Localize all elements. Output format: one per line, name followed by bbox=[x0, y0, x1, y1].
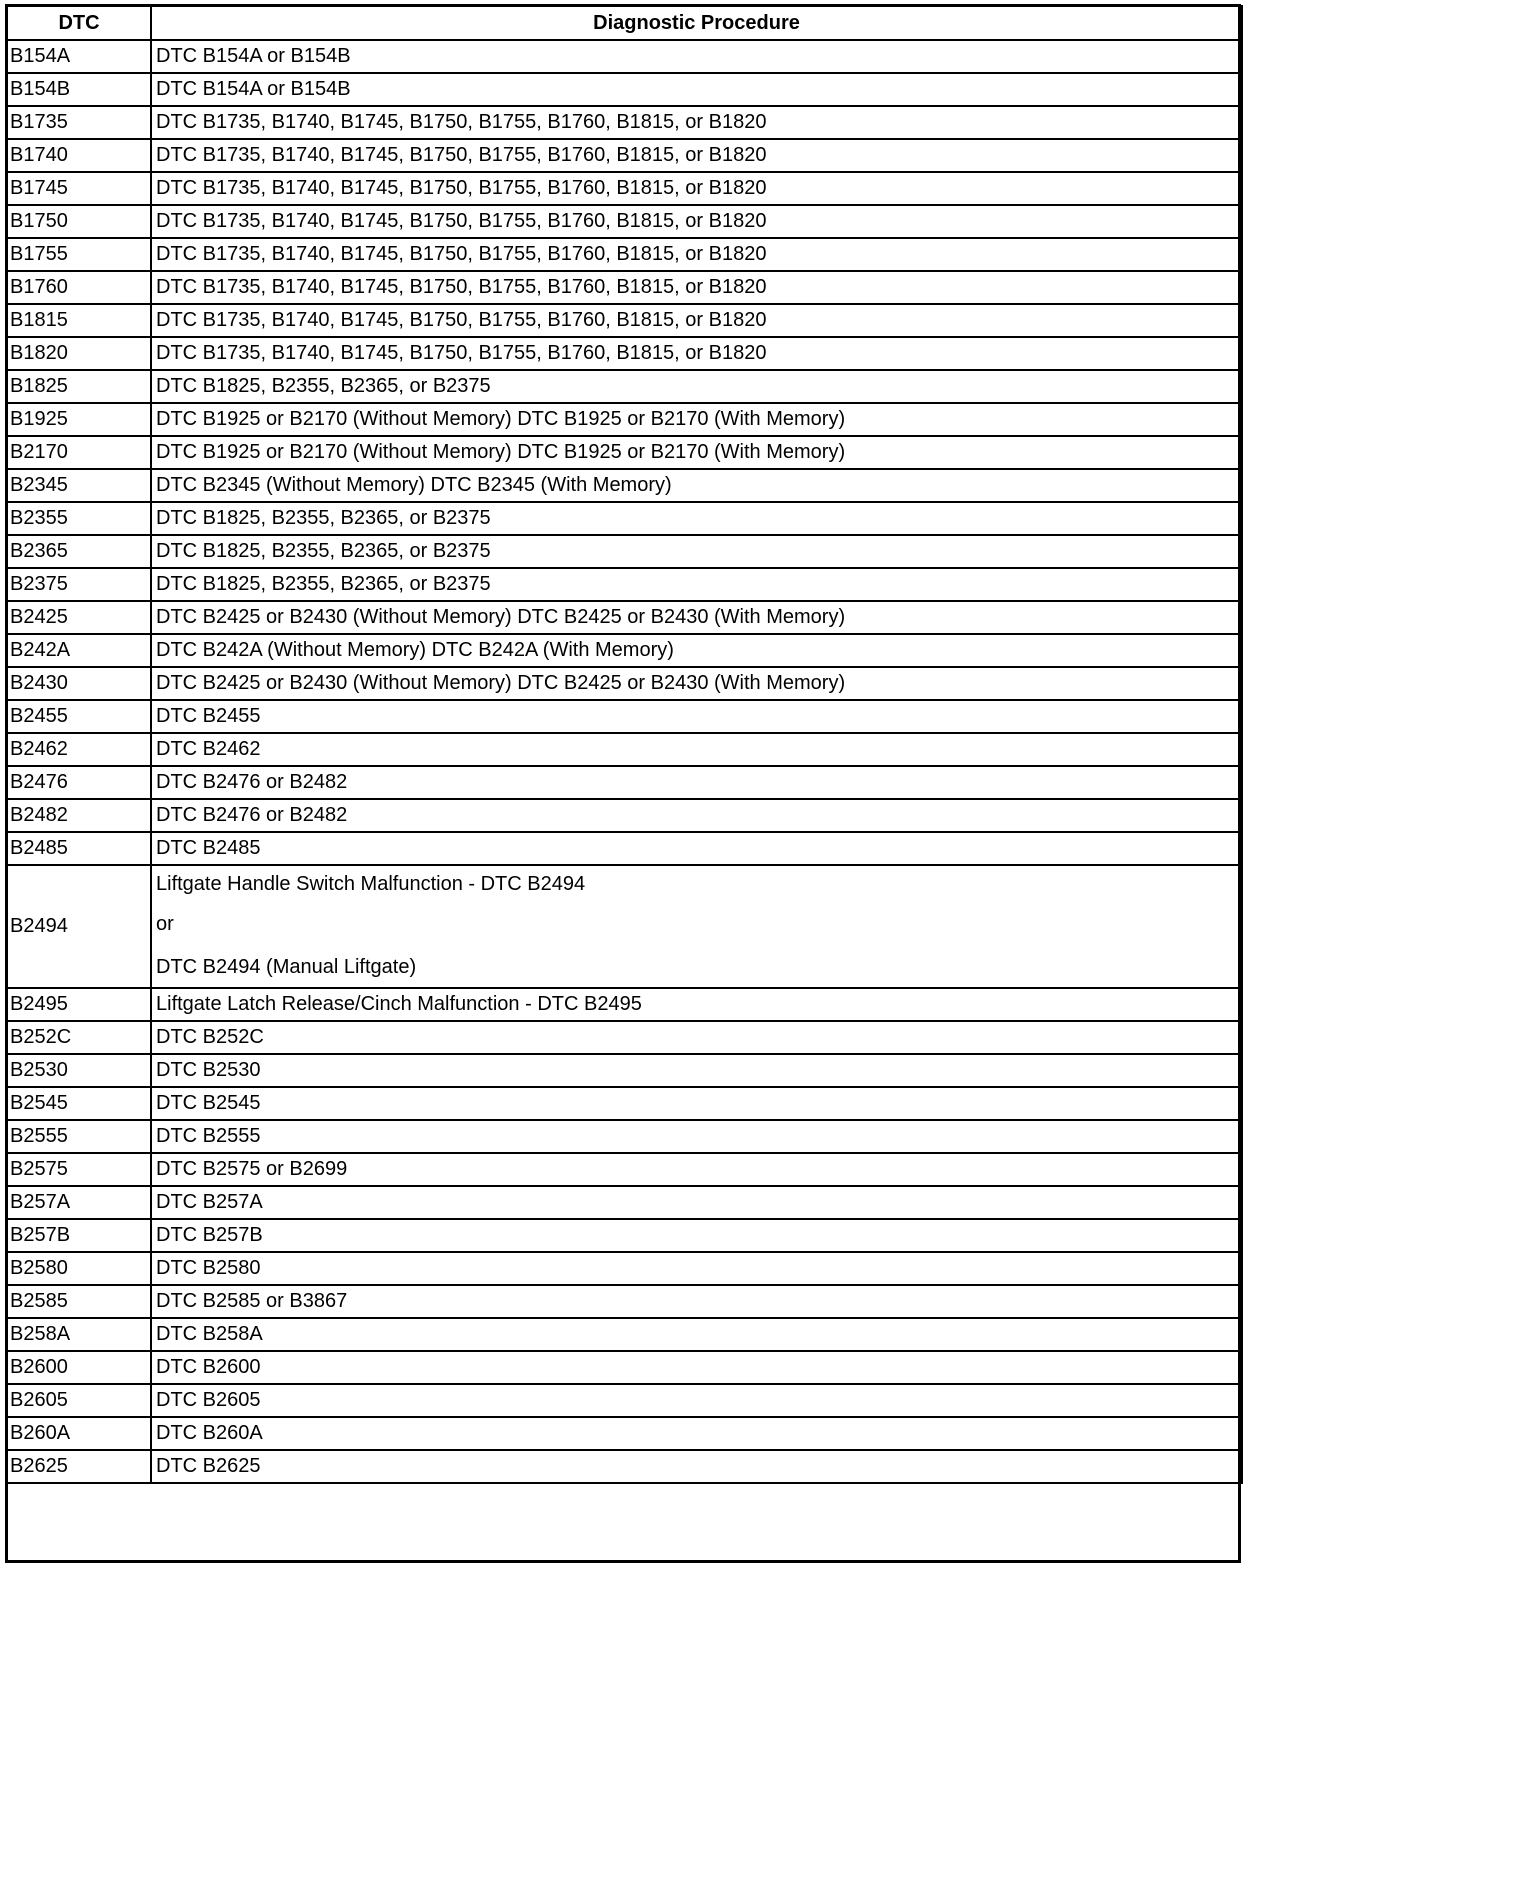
procedure-cell: DTC B1735, B1740, B1745, B1750, B1755, B1760, B1815, or B1820 bbox=[151, 172, 1242, 205]
procedure-cell: DTC B252C bbox=[151, 1021, 1242, 1054]
table-row bbox=[7, 1318, 1242, 1351]
dtc-code-cell: B2585 bbox=[7, 1285, 151, 1318]
dtc-code-cell: B2494 bbox=[7, 865, 151, 988]
table-row bbox=[7, 139, 1242, 172]
table-row bbox=[7, 700, 1242, 733]
dtc-code-cell: B2605 bbox=[7, 1384, 151, 1417]
table-row bbox=[7, 271, 1242, 304]
procedure-cell: DTC B2625 bbox=[151, 1450, 1242, 1483]
dtc-code-cell: B1925 bbox=[7, 403, 151, 436]
table-row bbox=[7, 205, 1242, 238]
dtc-code-cell: B154B bbox=[7, 73, 151, 106]
procedure-cell: DTC B1925 or B2170 (Without Memory) DTC B1925 or B2170 (With Memory) bbox=[151, 403, 1242, 436]
table-row bbox=[7, 1450, 1242, 1483]
procedure-cell: DTC B1825, B2355, B2365, or B2375 bbox=[151, 370, 1242, 403]
table-row bbox=[7, 172, 1242, 205]
table-row bbox=[7, 403, 1242, 436]
table-row bbox=[7, 1054, 1242, 1087]
dtc-code-cell: B2485 bbox=[7, 832, 151, 865]
table-row bbox=[7, 766, 1242, 799]
procedure-cell: DTC B2425 or B2430 (Without Memory) DTC B2425 or B2430 (With Memory) bbox=[151, 601, 1242, 634]
dtc-code-cell: B2545 bbox=[7, 1087, 151, 1120]
table-row bbox=[7, 535, 1242, 568]
procedure-line: DTC B2494 (Manual Liftgate) bbox=[156, 956, 417, 978]
dtc-code-cell: B1735 bbox=[7, 106, 151, 139]
table-row bbox=[7, 1219, 1242, 1252]
procedure-cell: DTC B154A or B154B bbox=[151, 40, 1242, 73]
dtc-code-cell: B2600 bbox=[7, 1351, 151, 1384]
procedure-cell: DTC B2485 bbox=[151, 832, 1242, 865]
procedure-cell: DTC B1925 or B2170 (Without Memory) DTC B1925 or B2170 (With Memory) bbox=[151, 436, 1242, 469]
table-row bbox=[7, 370, 1242, 403]
dtc-code-cell: B2455 bbox=[7, 700, 151, 733]
table-row bbox=[7, 1285, 1242, 1318]
table-row bbox=[7, 667, 1242, 700]
procedure-cell: Liftgate Latch Release/Cinch Malfunction - DTC B2495 bbox=[151, 988, 1242, 1021]
procedure-cell: DTC B1735, B1740, B1745, B1750, B1755, B1760, B1815, or B1820 bbox=[151, 304, 1242, 337]
dtc-code-cell: B2462 bbox=[7, 733, 151, 766]
procedure-cell: DTC B1825, B2355, B2365, or B2375 bbox=[151, 535, 1242, 568]
dtc-table bbox=[6, 5, 1243, 1484]
procedure-cell: DTC B258A bbox=[151, 1318, 1242, 1351]
table-row bbox=[7, 988, 1242, 1021]
table-row bbox=[7, 1120, 1242, 1153]
procedure-cell: DTC B257A bbox=[151, 1186, 1242, 1219]
table-row bbox=[7, 436, 1242, 469]
dtc-code-cell: B257B bbox=[7, 1219, 151, 1252]
procedure-cell: DTC B1735, B1740, B1745, B1750, B1755, B1760, B1815, or B1820 bbox=[151, 139, 1242, 172]
procedure-cell: DTC B2476 or B2482 bbox=[151, 766, 1242, 799]
procedure-cell: DTC B2600 bbox=[151, 1351, 1242, 1384]
procedure-cell: DTC B2462 bbox=[151, 733, 1242, 766]
procedure-cell: DTC B2425 or B2430 (Without Memory) DTC B2425 or B2430 (With Memory) bbox=[151, 667, 1242, 700]
procedure-cell: DTC B1735, B1740, B1745, B1750, B1755, B1760, B1815, or B1820 bbox=[151, 205, 1242, 238]
table-row bbox=[7, 1417, 1242, 1450]
procedure-cell: DTC B1825, B2355, B2365, or B2375 bbox=[151, 502, 1242, 535]
procedure-cell: DTC B2585 or B3867 bbox=[151, 1285, 1242, 1318]
dtc-code-cell: B1760 bbox=[7, 271, 151, 304]
procedure-cell: DTC B257B bbox=[151, 1219, 1242, 1252]
table-row bbox=[7, 469, 1242, 502]
dtc-code-cell: B1825 bbox=[7, 370, 151, 403]
dtc-code-cell: B154A bbox=[7, 40, 151, 73]
dtc-code-cell: B1740 bbox=[7, 139, 151, 172]
table-row bbox=[7, 601, 1242, 634]
procedure-cell: DTC B2555 bbox=[151, 1120, 1242, 1153]
dtc-code-cell: B242A bbox=[7, 634, 151, 667]
dtc-code-cell: B2482 bbox=[7, 799, 151, 832]
header-row bbox=[7, 6, 1242, 40]
dtc-code-cell: B1820 bbox=[7, 337, 151, 370]
dtc-code-cell: B2365 bbox=[7, 535, 151, 568]
table-row bbox=[7, 1186, 1242, 1219]
procedure-cell: DTC B1735, B1740, B1745, B1750, B1755, B1760, B1815, or B1820 bbox=[151, 106, 1242, 139]
dtc-code-cell: B2425 bbox=[7, 601, 151, 634]
dtc-code-cell: B2530 bbox=[7, 1054, 151, 1087]
dtc-code-cell: B2430 bbox=[7, 667, 151, 700]
procedure-line: or bbox=[156, 913, 174, 935]
dtc-code-cell: B2355 bbox=[7, 502, 151, 535]
dtc-code-cell: B258A bbox=[7, 1318, 151, 1351]
table-row bbox=[7, 1384, 1242, 1417]
dtc-code-cell: B2375 bbox=[7, 568, 151, 601]
dtc-code-cell: B1745 bbox=[7, 172, 151, 205]
header-dtc: DTC bbox=[7, 6, 151, 40]
dtc-code-cell: B2476 bbox=[7, 766, 151, 799]
table-row bbox=[7, 865, 1242, 988]
procedure-line: Liftgate Handle Switch Malfunction - DTC B2494 bbox=[156, 873, 586, 895]
procedure-cell: DTC B2476 or B2482 bbox=[151, 799, 1242, 832]
table-row bbox=[7, 634, 1242, 667]
table-row bbox=[7, 832, 1242, 865]
table-row bbox=[7, 733, 1242, 766]
procedure-cell: DTC B2530 bbox=[151, 1054, 1242, 1087]
table-header bbox=[7, 6, 1242, 40]
dtc-code-cell: B1815 bbox=[7, 304, 151, 337]
procedure-cell: DTC B1825, B2355, B2365, or B2375 bbox=[151, 568, 1242, 601]
table-row bbox=[7, 1351, 1242, 1384]
procedure-cell: DTC B2455 bbox=[151, 700, 1242, 733]
table-row bbox=[7, 337, 1242, 370]
procedure-cell: DTC B242A (Without Memory) DTC B242A (With Memory) bbox=[151, 634, 1242, 667]
table-row bbox=[7, 799, 1242, 832]
procedure-cell: DTC B2545 bbox=[151, 1087, 1242, 1120]
procedure-cell: DTC B1735, B1740, B1745, B1750, B1755, B1760, B1815, or B1820 bbox=[151, 271, 1242, 304]
procedure-cell: DTC B260A bbox=[151, 1417, 1242, 1450]
dtc-code-cell: B2170 bbox=[7, 436, 151, 469]
table-row bbox=[7, 568, 1242, 601]
dtc-code-cell: B2575 bbox=[7, 1153, 151, 1186]
procedure-cell: DTC B2605 bbox=[151, 1384, 1242, 1417]
table-row bbox=[7, 106, 1242, 139]
procedure-cell: DTC B1735, B1740, B1745, B1750, B1755, B1760, B1815, or B1820 bbox=[151, 337, 1242, 370]
dtc-code-cell: B260A bbox=[7, 1417, 151, 1450]
procedure-cell: DTC B154A or B154B bbox=[151, 73, 1242, 106]
table-row bbox=[7, 1153, 1242, 1186]
table-row bbox=[7, 73, 1242, 106]
dtc-code-cell: B2580 bbox=[7, 1252, 151, 1285]
dtc-code-cell: B1755 bbox=[7, 238, 151, 271]
dtc-code-cell: B2555 bbox=[7, 1120, 151, 1153]
dtc-code-cell: B1750 bbox=[7, 205, 151, 238]
procedure-cell: DTC B1735, B1740, B1745, B1750, B1755, B1760, B1815, or B1820 bbox=[151, 238, 1242, 271]
dtc-code-cell: B252C bbox=[7, 1021, 151, 1054]
procedure-cell: DTC B2580 bbox=[151, 1252, 1242, 1285]
dtc-code-cell: B257A bbox=[7, 1186, 151, 1219]
dtc-code-cell: B2495 bbox=[7, 988, 151, 1021]
procedure-cell bbox=[151, 865, 1242, 988]
header-procedure: Diagnostic Procedure bbox=[151, 6, 1242, 40]
table-row bbox=[7, 40, 1242, 73]
dtc-code-cell: B2345 bbox=[7, 469, 151, 502]
dtc-code-cell: B2625 bbox=[7, 1450, 151, 1483]
table-row bbox=[7, 502, 1242, 535]
table-row bbox=[7, 238, 1242, 271]
table-row bbox=[7, 1252, 1242, 1285]
procedure-cell: DTC B2345 (Without Memory) DTC B2345 (With Memory) bbox=[151, 469, 1242, 502]
table-row bbox=[7, 304, 1242, 337]
table-row bbox=[7, 1021, 1242, 1054]
table-row bbox=[7, 1087, 1242, 1120]
procedure-cell: DTC B2575 or B2699 bbox=[151, 1153, 1242, 1186]
table-body bbox=[7, 40, 1242, 1483]
